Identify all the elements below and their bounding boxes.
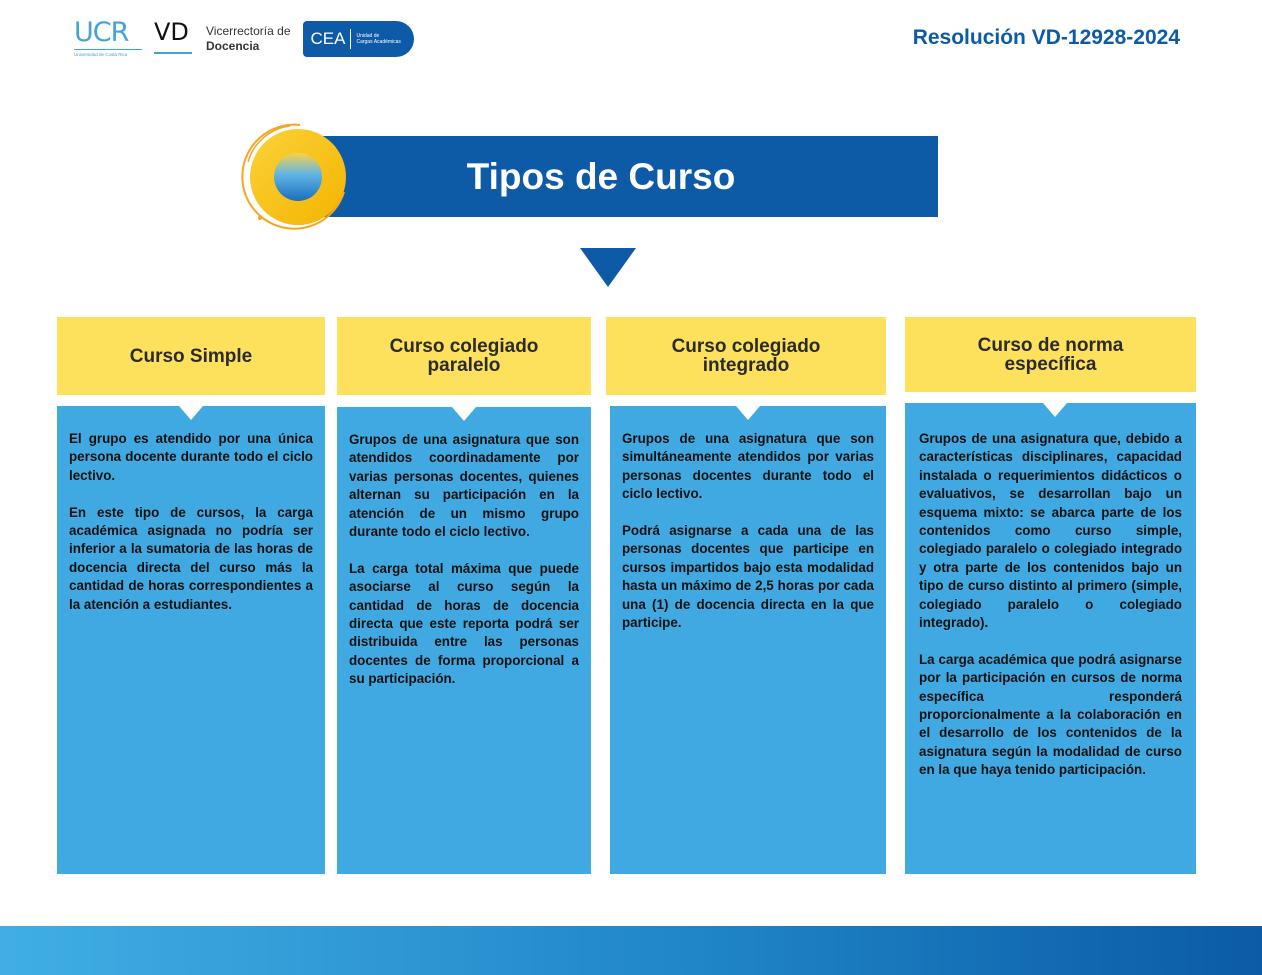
column-1-notch [179, 406, 203, 420]
cea-sub-line1: Unidad de [356, 33, 380, 39]
column-3-title-line1: Curso colegiado [671, 336, 821, 357]
column-1-paragraph-2: En este tipo de cursos, la carga académica asignada no podría ser inferior a la sumatoria de las horas de docencia directa del curso más la cantidad de horas correspondientes a la atención a estudiantes. [69, 504, 313, 612]
ucr-logo-underline [74, 49, 142, 50]
column-4-title-line1: Curso de norma [977, 334, 1124, 356]
sun-badge-icon [240, 122, 350, 232]
column-1-body [57, 406, 325, 874]
column-2-paragraph-1: Grupos de una asignatura que son atendidos coordinadamente por varias personas docentes, quienes alternan su participación en la atención de un mismo grupo durante todo el ciclo lectivo. [349, 432, 579, 540]
vicerrectoria-label [206, 24, 291, 54]
vicerrectoria-line1: Vicerrectoría de [206, 24, 291, 38]
column-4-header [905, 317, 1196, 392]
vd-logo-underline [154, 52, 192, 54]
column-2-notch [452, 407, 476, 421]
cea-sub-line2: Cargas Académicas [356, 39, 401, 45]
vicerrectoria-line2: Docencia [206, 39, 260, 53]
column-1-header [57, 317, 325, 395]
column-4-paragraph-2: La carga académica que podrá asignarse por la participación en cursos de norma específica responderá proporcionalmente a la colaboración en el desarrollo de los contenidos de la asignatura según la modalidad de curso en la que haya tenido participación. [919, 651, 1182, 778]
cea-logo [303, 21, 414, 57]
column-3-body [610, 406, 886, 874]
column-2-paragraph-2: La carga total máxima que puede asociarse al curso según la cantidad de horas de docencia directa que este reporta podrá ser distribuida entre las personas docentes de forma proporcional a su participación. [349, 560, 579, 687]
page-title: Tipos de Curso [466, 155, 736, 197]
column-4-body [905, 403, 1196, 874]
header-logos [74, 18, 414, 60]
ucr-logo-subtitle: Universidad de Costa Rica [74, 52, 128, 57]
column-3-paragraph-1: Grupos de una asignatura que son simultáneamente atendidos por varias personas docentes durante todo el ciclo lectivo. [622, 431, 874, 502]
cea-logo-subtitle [351, 33, 400, 45]
column-3-header [606, 317, 886, 395]
column-3-paragraph-2: Podrá asignarse a cada una de las personas docentes que participe en cursos impartidos bajo esta modalidad hasta un máximo de 2,5 horas por cada una (1) de docencia directa en la que participe. [622, 523, 874, 631]
ucr-logo-text: UCR [74, 17, 129, 48]
vd-logo [154, 19, 196, 59]
vd-logo-text: VD [154, 18, 189, 46]
column-1-paragraph-1: El grupo es atendido por una única persona docente durante todo el ciclo lectivo. [69, 431, 313, 483]
title-banner [300, 136, 938, 217]
column-4-notch [1043, 403, 1067, 417]
column-2-header [337, 317, 591, 395]
column-4-title-line2: específica [1004, 353, 1097, 375]
column-4-paragraph-1: Grupos de una asignatura que, debido a características disciplinares, capacidad instalada o requerimientos didácticos o evaluativos, se desarrollan bajo un esquema mixto: se abarca parte de los contenidos como curso simple, colegiado paralelo o colegiado integrado y otra parte de los contenidos bajo un tipo de curso distinto al primero (simple, colegiado paralelo o colegiado integrado). [919, 431, 1182, 631]
footer-gradient-bar [0, 926, 1262, 975]
resolution-number: Resolución VD-12928-2024 [912, 26, 1180, 49]
column-2-body [337, 407, 591, 874]
column-2-title-line1: Curso colegiado [389, 336, 539, 357]
down-arrow-icon [580, 248, 636, 287]
column-1-title-line1: Curso Simple [129, 345, 253, 367]
cea-logo-text: CEA [303, 29, 352, 49]
column-3-notch [736, 406, 760, 420]
column-3-title-line2: integrado [702, 355, 790, 376]
ucr-logo [74, 19, 144, 59]
column-2-title-line2: paralelo [427, 355, 501, 376]
